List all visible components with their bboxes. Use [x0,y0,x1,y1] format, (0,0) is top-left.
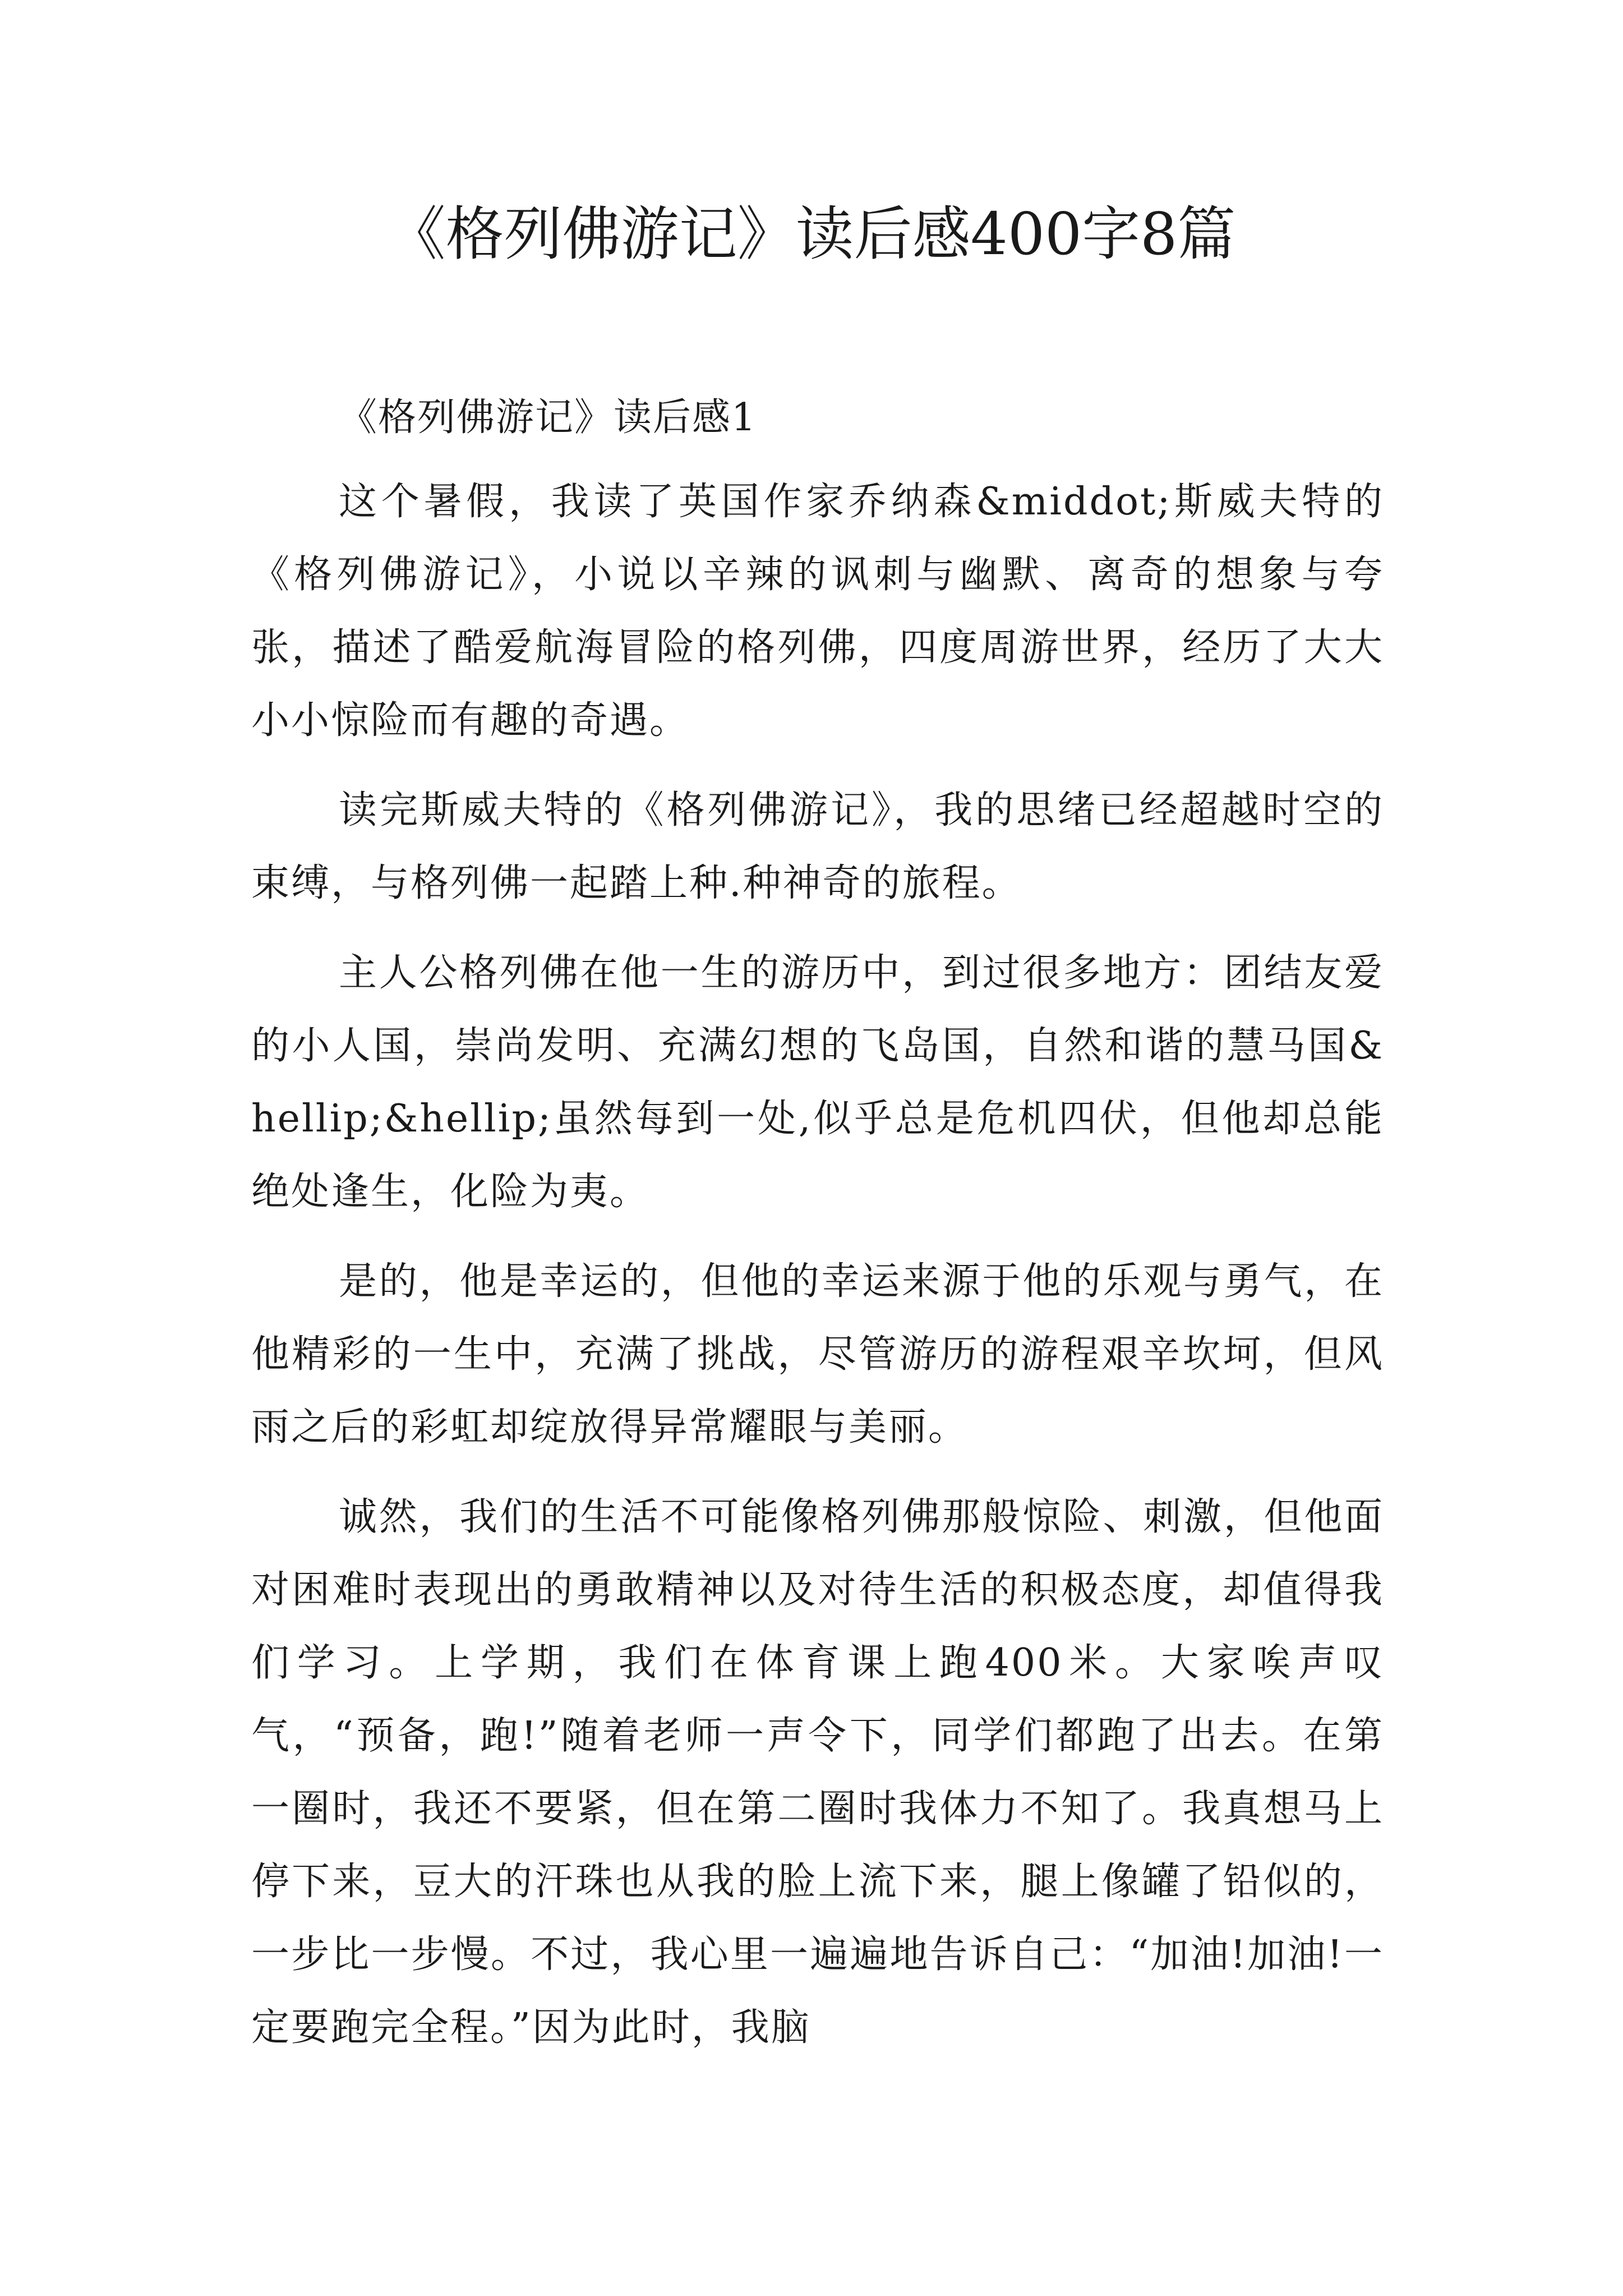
paragraph: 是的，他是幸运的，但他的幸运来源于他的乐观与勇气，在他精彩的一生中，充满了挑战，尽管游历的游程艰辛坎坷，但风雨之后的彩虹却绽放得异常耀眼与美丽。 [251,1259,1384,1450]
paragraph: 主人公格列佛在他一生的游历中，到过很多地方：团结友爱的小人国，崇尚发明、充满幻想的飞岛国，自然和谐的慧马国&hellip;&hellip;虽然每到一处,似乎总是危机四伏，但他却总能绝处逢生，化险为夷。 [251,951,1384,1214]
paragraph: 这个暑假，我读了英国作家乔纳森&middot;斯威夫特的《格列佛游记》，小说以辛辣的讽刺与幽默、离奇的想象与夸张，描述了酷爱航海冒险的格列佛，四度周游世界，经历了大大小小惊险而有趣的奇遇。 [251,480,1384,743]
paragraph: 诚然，我们的生活不可能像格列佛那般惊险、刺激，但他面对困难时表现出的勇敢精神以及对待生活的积极态度，却值得我们学习。上学期，我们在体育课上跑400米。大家唉声叹气，“预备，跑!”随着老师一声令下，同学们都跑了出去。在第一圈时，我还不要紧，但在第二圈时我体力不知了。我真想马上停下来，豆大的汗珠也从我的脸上流下来，腿上像罐了铅似的，一步比一步慢。不过，我心里一遍遍地告诉自己：“加油!加油!一定要跑完全程。”因为此时，我脑 [251,1495,1384,2050]
section-heading: 《格列佛游记》读后感1 [339,395,757,440]
paragraph: 读完斯威夫特的《格列佛游记》，我的思绪已经超越时空的束缚，与格列佛一起踏上种.种神奇的旅程。 [251,788,1384,905]
document-title: 《格列佛游记》读后感400字8篇 [387,200,1236,268]
document-body [251,381,1384,2081]
